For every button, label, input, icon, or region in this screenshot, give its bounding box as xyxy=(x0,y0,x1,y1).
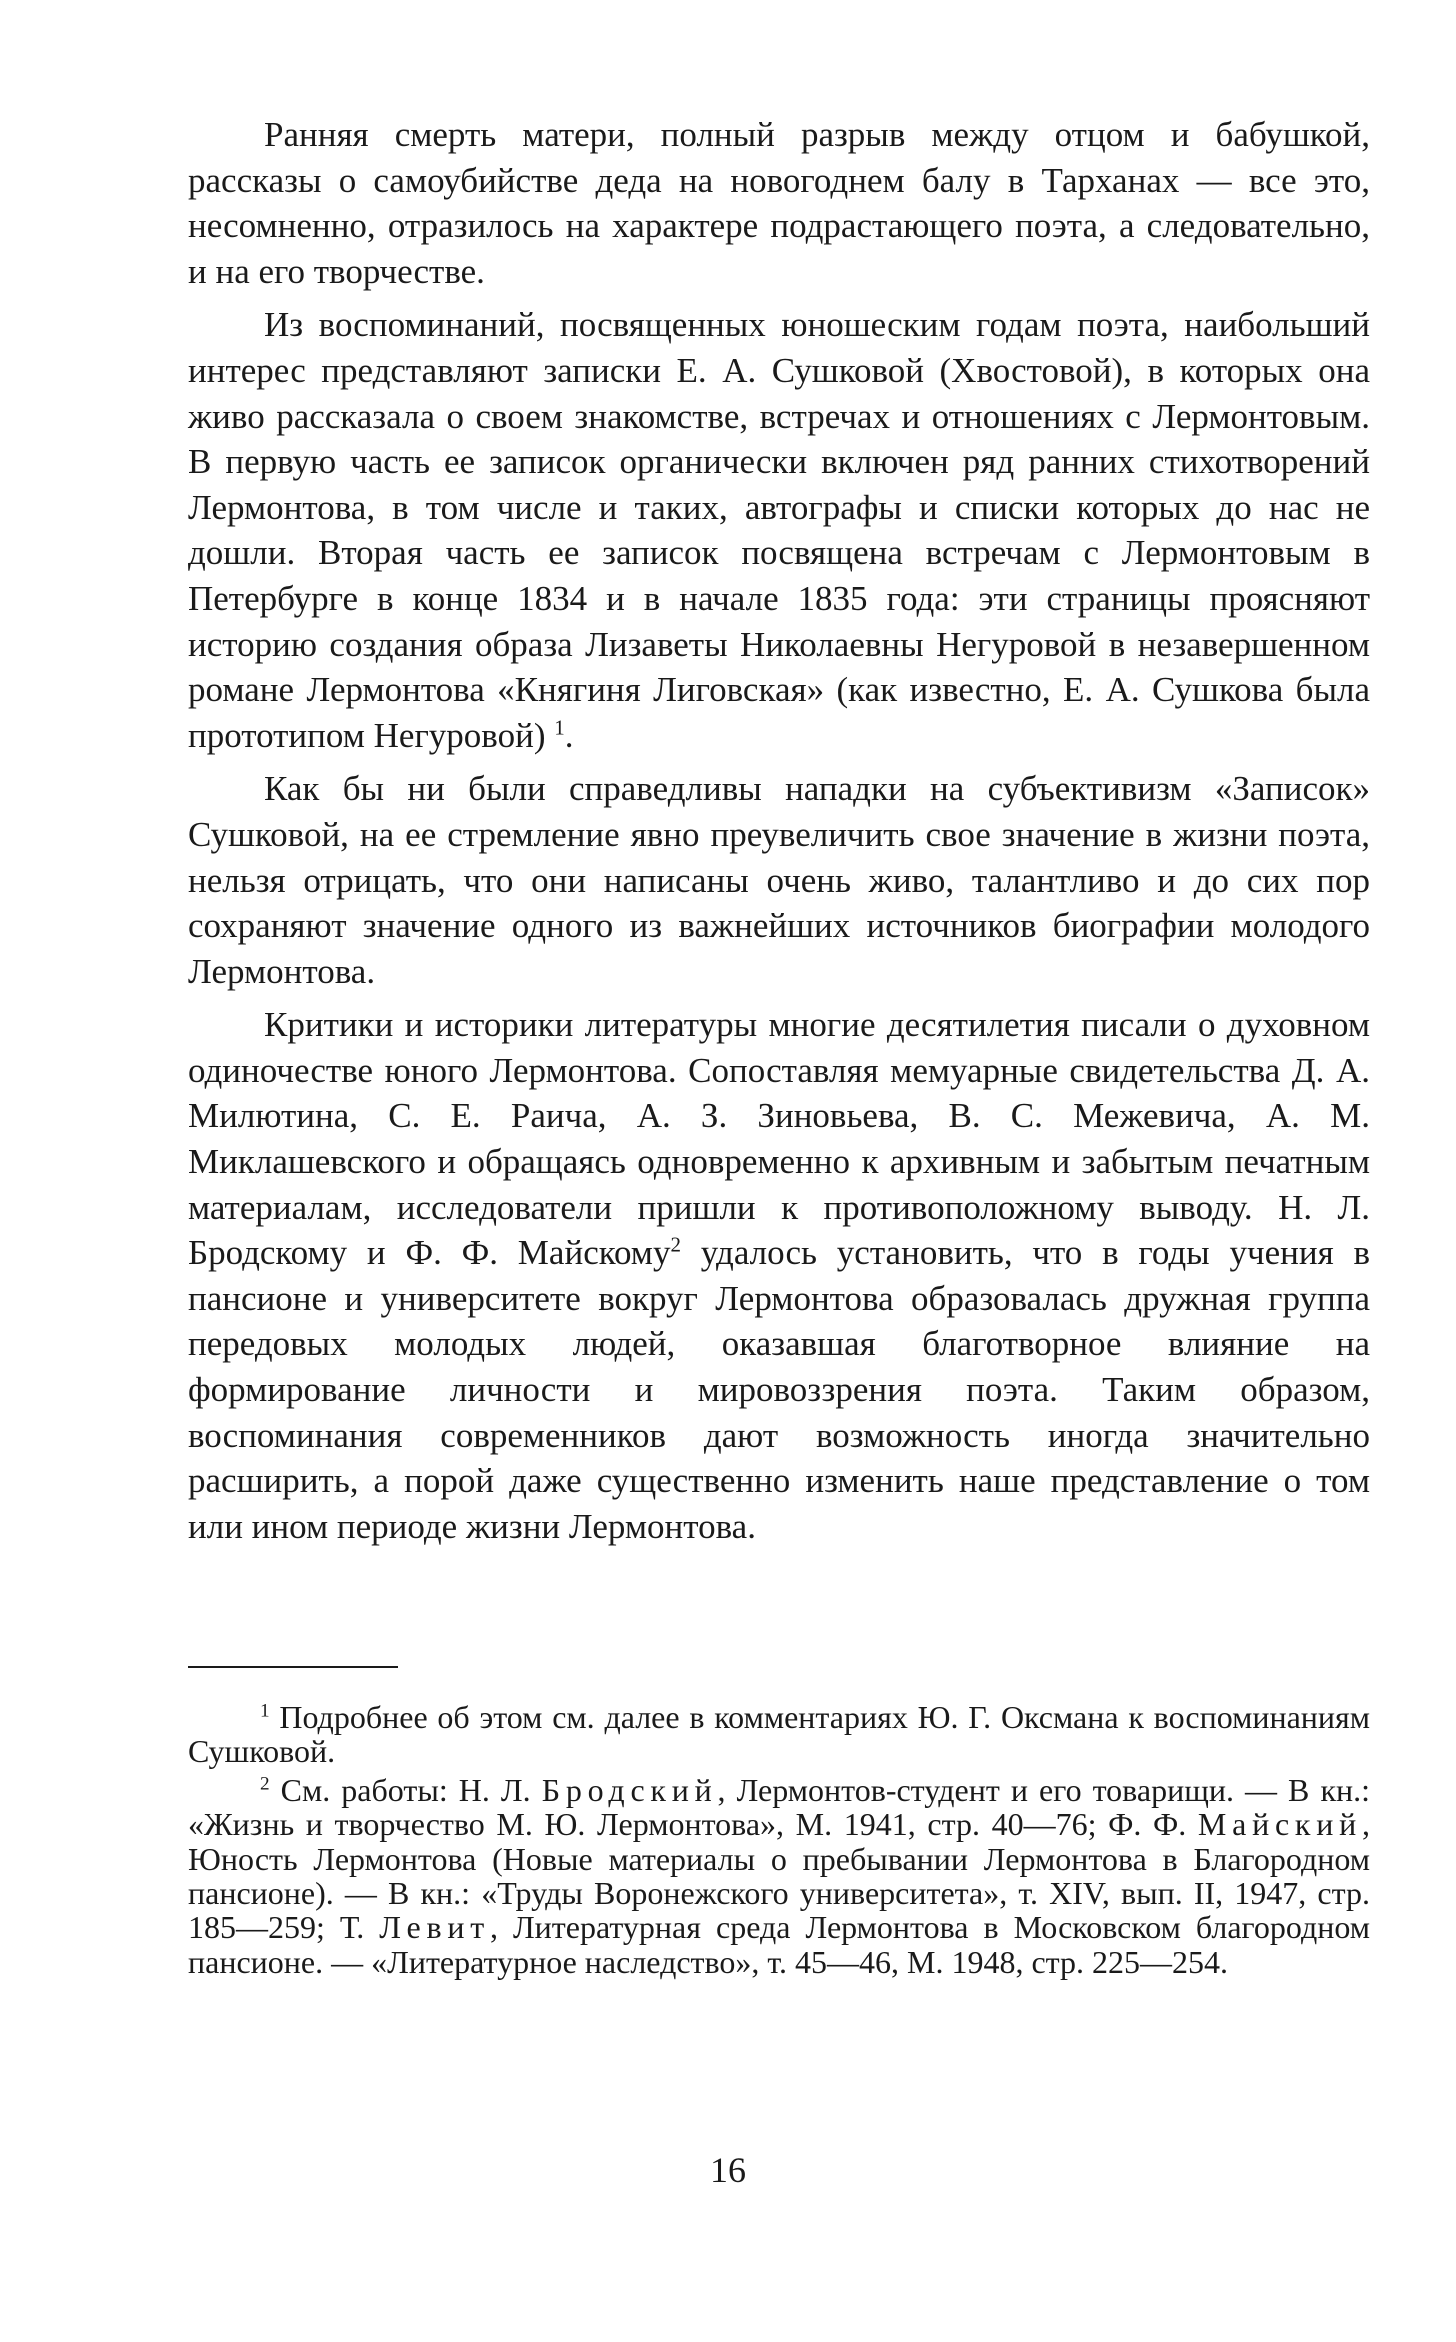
footnote-1 xyxy=(188,1700,1370,1769)
footnote-divider xyxy=(188,1666,398,1668)
paragraph-2-text: Из воспоминаний, посвященных юношеским годам поэта, наибольший интерес представляют записки Е. А. Сушковой (Хвостовой), в которых она живо рассказала о своем знакомстве, встречах и отношениях с Лермонтовым. В первую часть ее записок органически включен ряд ранних стихотворений Лермонтова, в том числе и таких, автографы и списки которых до нас не дошли. Вторая часть ее записок посвящена встречам с Лермонтовым в Петербурге в конце 1834 и в начале 1835 года: эти страницы проясняют историю создания образа Лизаветы Николаевны Негуровой в незавершенном романе Лермонтова «Княгиня Лиговская» (как известно, Е. А. Сушкова была прототипом Негуровой) xyxy=(188,305,1370,755)
footnote-ref-1: 1 xyxy=(554,715,565,740)
paragraph-1 xyxy=(188,112,1370,294)
paragraph-4-text-b: удалось установить, что в годы учения в пансионе и университете вокруг Лермонтова образовалась дружная группа передовых молодых людей, оказавшая благотворное влияние на формирование личности и мировоззрения поэта. Таким образом, воспоминания современников дают возможность иногда значительно расширить, а порой даже существенно изменить наше представление о том или ином периоде жизни Лермонтова. xyxy=(188,1233,1370,1546)
footnote-2-author-3: Левит xyxy=(379,1909,490,1946)
paragraph-3-text: Как бы ни были справедливы нападки на субъективизм «Записок» Сушковой, на ее стремление явно преувеличить свое значение в жизни поэта, нельзя отрицать, что они написаны очень живо, талантливо и до сих пор сохраняют значение одного из важнейших источников биографии молодого Лермонтова. xyxy=(188,769,1370,991)
paragraph-2 xyxy=(188,302,1370,758)
footnote-2-author-1: Бродский xyxy=(541,1771,718,1808)
footnote-2-text-d: , Литературная среда Лермонтова в Московском благородном пансионе. — «Литературное наследство», т. 45—46, М. 1948, стр. 225—254. xyxy=(188,1909,1370,1980)
footnote-2-text-b: , Лермонтов-студент и его товарищи. — В кн.: «Жизнь и творчество М. Ю. Лермонтова», М. 1941, стр. 40—76; Ф. Ф. xyxy=(188,1771,1371,1843)
footnote-2-author-2: Майский xyxy=(1197,1806,1362,1843)
paragraph-4 xyxy=(188,1002,1370,1549)
footnote-2-text-a: См. работы: Н. Л. xyxy=(269,1771,542,1808)
main-text xyxy=(188,112,1370,1549)
footnote-2-text-c: , Юность Лермонтова (Новые материалы о пребывании Лермонтова в Благородном пансионе). — В кн.: «Труды Воронежского университета», т. XIV, вып. II, 1947, стр. 185—259; Т. xyxy=(188,1806,1370,1946)
paragraph-3 xyxy=(188,766,1370,994)
footnotes xyxy=(188,1700,1370,1979)
footnote-1-mark: 1 xyxy=(260,1700,270,1722)
paragraph-4-text-a: Критики и историки литературы многие десятилетия писали о духовном одиночестве юного Лермонтова. Сопоставляя мемуарные свидетельства Д. А. Милютина, С. Е. Раича, А. З. Зиновьева, В. С. Межевича, А. М. Миклашевского и обращаясь одновременно к архивным и забытым печатным материалам, исследователи пришли к противоположному выводу. Н. Л. Бродскому и Ф. Ф. Майскому xyxy=(188,1005,1370,1273)
footnote-1-text: Подробнее об этом см. далее в комментариях Ю. Г. Оксмана к воспоминаниям Сушковой. xyxy=(188,1699,1370,1770)
page-number: 16 xyxy=(710,2150,746,2190)
footnote-2-mark: 2 xyxy=(260,1773,270,1795)
footnote-2 xyxy=(188,1773,1370,1979)
paragraph-2-end: . xyxy=(564,715,574,755)
paragraph-1-text: Ранняя смерть матери, полный разрыв между отцом и бабушкой, рассказы о самоубийстве деда на новогоднем балу в Тарханах — все это, несомненно, отразилось на характере подрастающего поэта, а следовательно, и на его творчестве. xyxy=(188,115,1370,291)
footnote-ref-2: 2 xyxy=(670,1232,681,1257)
